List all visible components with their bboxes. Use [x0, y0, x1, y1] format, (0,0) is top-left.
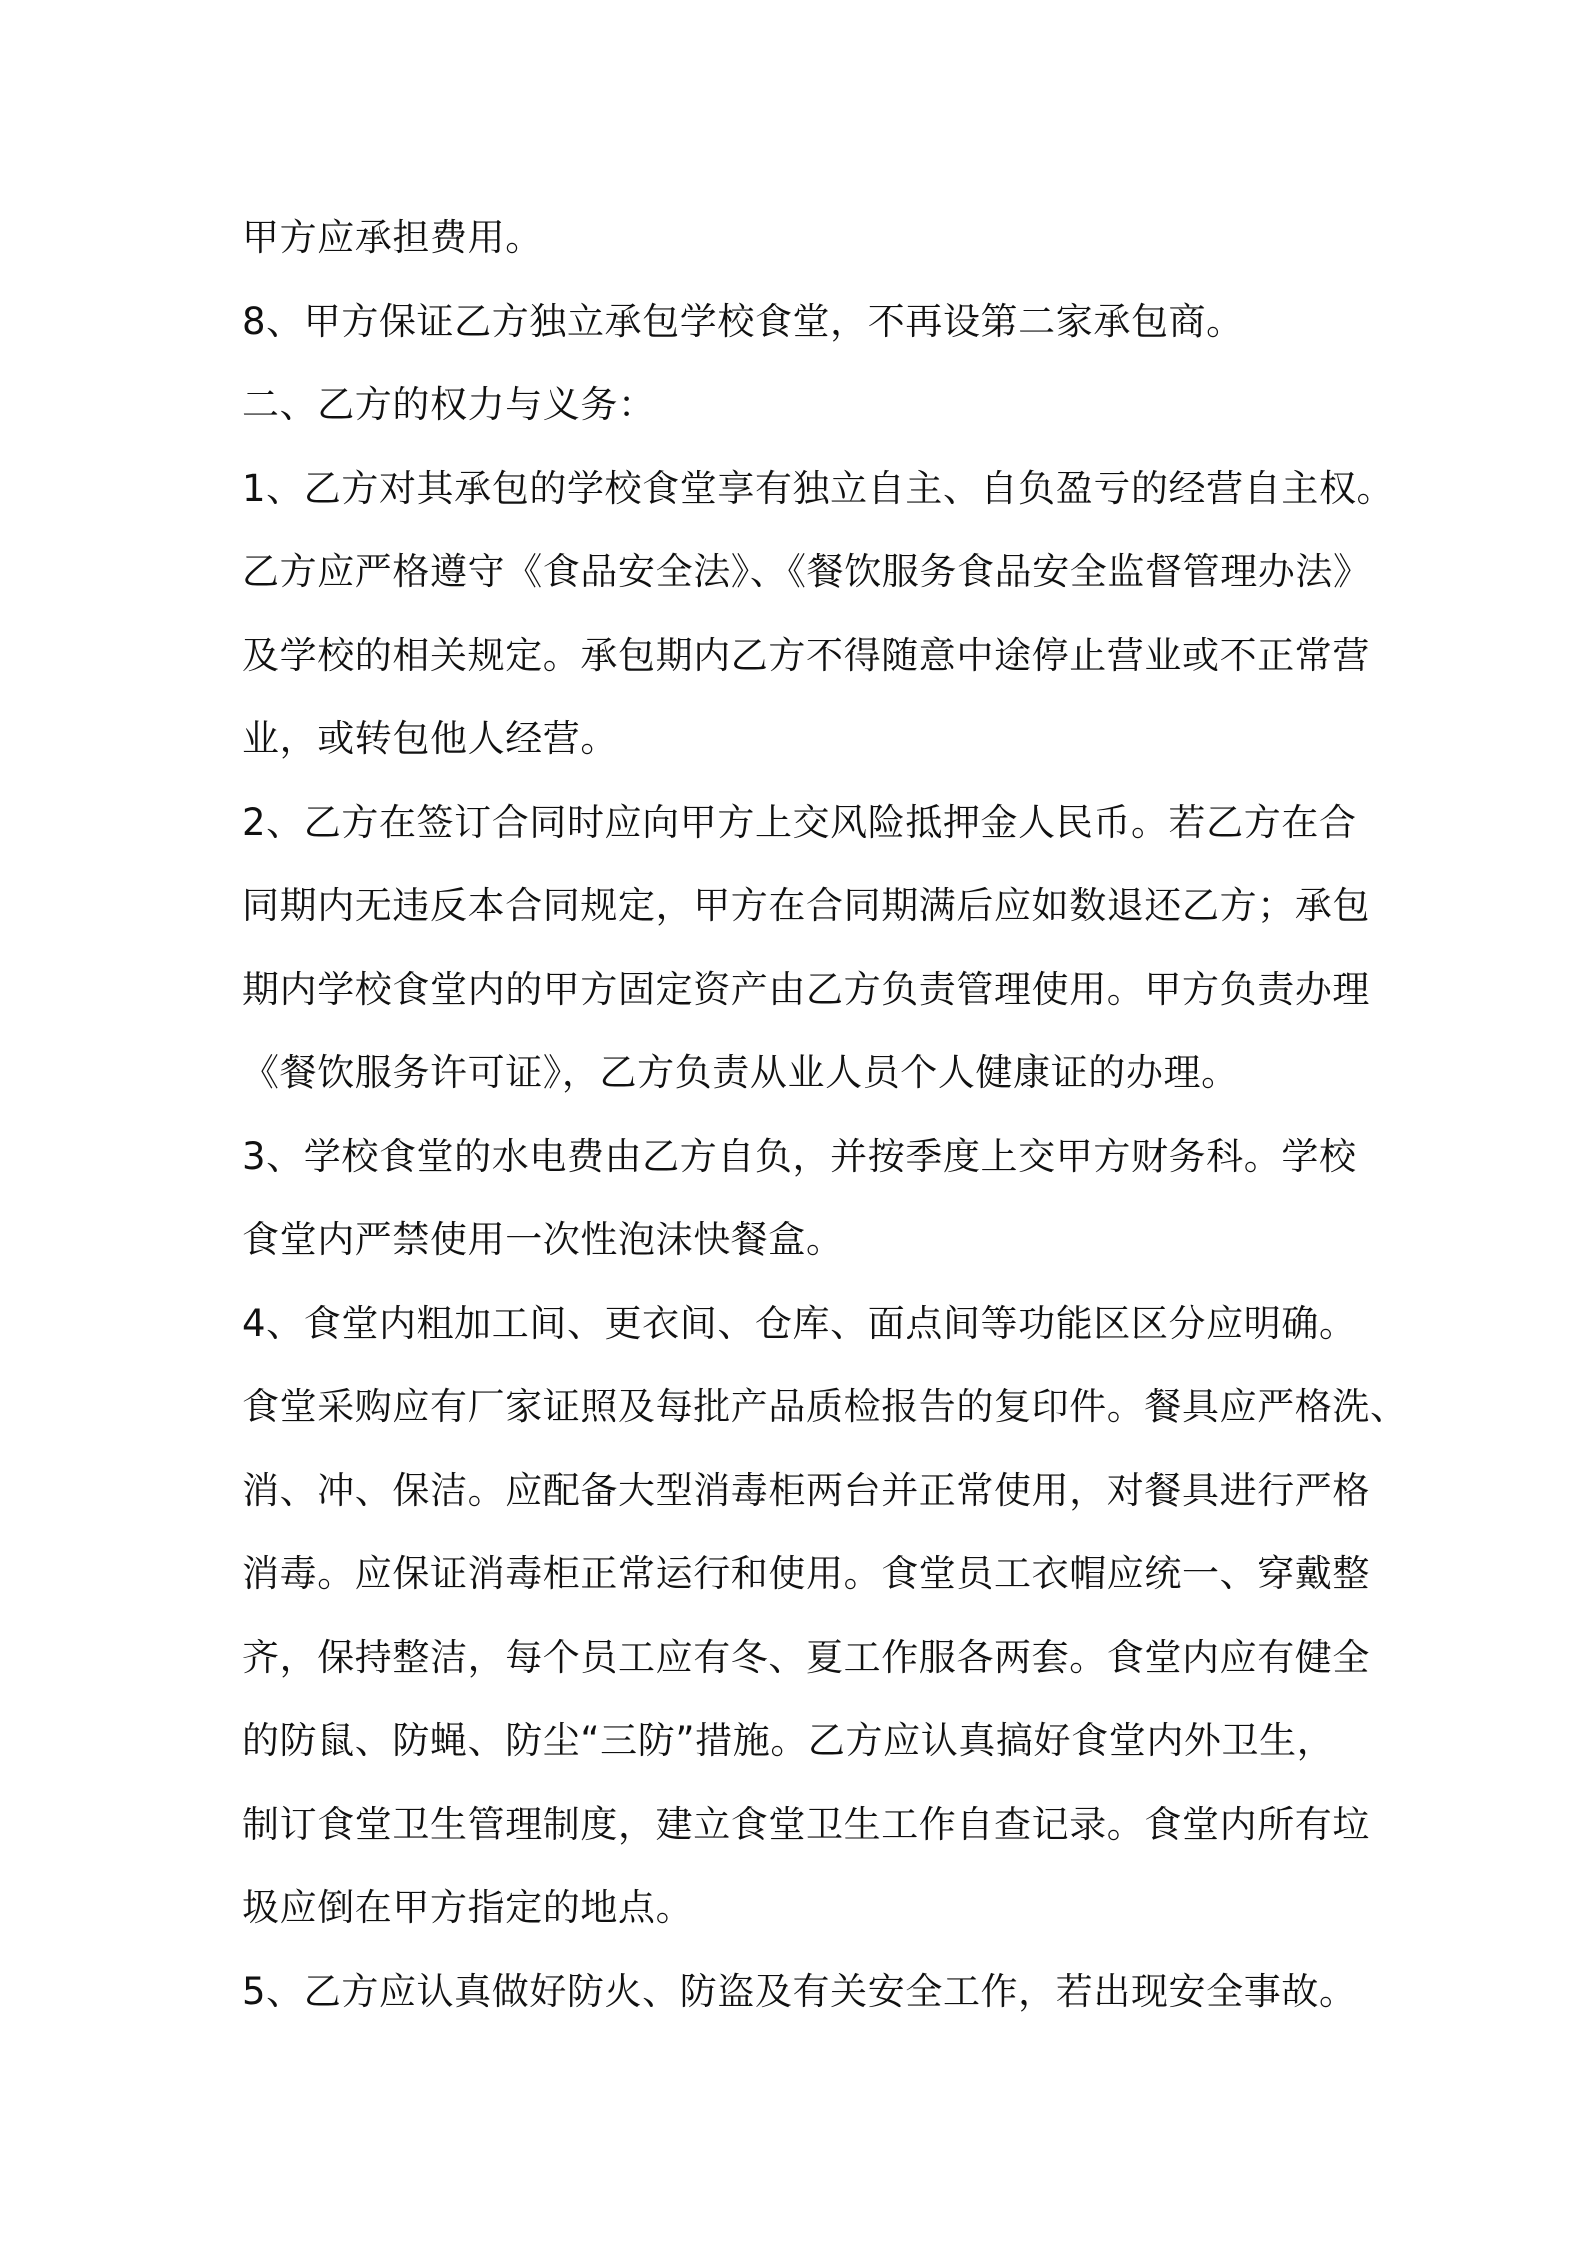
text-line: 制订食堂卫生管理制度，建立食堂卫生工作自查记录。食堂内所有垃 — [242, 1802, 1370, 1846]
text-line: 甲方应承担费用。 — [242, 216, 543, 259]
text-line: 同期内无违反本合同规定，甲方在合同期满后应如数退还乙方；承包 — [242, 884, 1370, 927]
text-line: 乙方应严格遵守《食品安全法》、《餐饮服务食品安全监督管理办法》 — [242, 550, 1371, 593]
text-line: 4、食堂内粗加工间、更衣间、仓库、面点间等功能区区分应明确。 — [242, 1301, 1357, 1345]
text-line: 5、乙方应认真做好防火、防盗及有关安全工作，若出现安全事故。 — [242, 1969, 1357, 2013]
document-body — [242, 196, 1408, 2033]
text-line: 《餐饮服务许可证》，乙方负责从业人员个人健康证的办理。 — [242, 1051, 1239, 1094]
text-line: 的防鼠、防蝇、防尘“三防”措施。乙方应认真搞好食堂内外卫生， — [242, 1719, 1335, 1762]
text-line: 8、甲方保证乙方独立承包学校食堂，不再设第二家承包商。 — [242, 299, 1244, 343]
text-line: 齐，保持整洁，每个员工应有冬、夏工作服各两套。食堂内应有健全 — [242, 1635, 1370, 1679]
text-line: 食堂采购应有厂家证照及每批产品质检报告的复印件。餐具应严格洗、 — [242, 1385, 1408, 1428]
text-line: 1、乙方对其承包的学校食堂享有独立自主、自负盈亏的经营自主权。 — [242, 466, 1395, 510]
text-line: 2、乙方在签订合同时应向甲方上交风险抵押金人民币。若乙方在合 — [242, 800, 1357, 844]
text-line: 圾应倒在甲方指定的地点。 — [242, 1886, 694, 1929]
text-line: 消、冲、保洁。应配备大型消毒柜两台并正常使用，对餐具进行严格 — [242, 1468, 1370, 1512]
text-line: 食堂内严禁使用一次性泡沫快餐盒。 — [242, 1218, 844, 1261]
text-line: 及学校的相关规定。承包期内乙方不得随意中途停止营业或不正常营 — [242, 633, 1370, 677]
section-heading: 二、乙方的权力与义务： — [242, 383, 656, 426]
text-line: 业，或转包他人经营。 — [242, 717, 618, 760]
text-line: 期内学校食堂内的甲方固定资产由乙方负责管理使用。甲方负责办理 — [242, 967, 1370, 1011]
text-line: 消毒。应保证消毒柜正常运行和使用。食堂员工衣帽应统一、穿戴整 — [242, 1552, 1370, 1595]
text-line: 3、学校食堂的水电费由乙方自负，并按季度上交甲方财务科。学校 — [242, 1134, 1357, 1178]
